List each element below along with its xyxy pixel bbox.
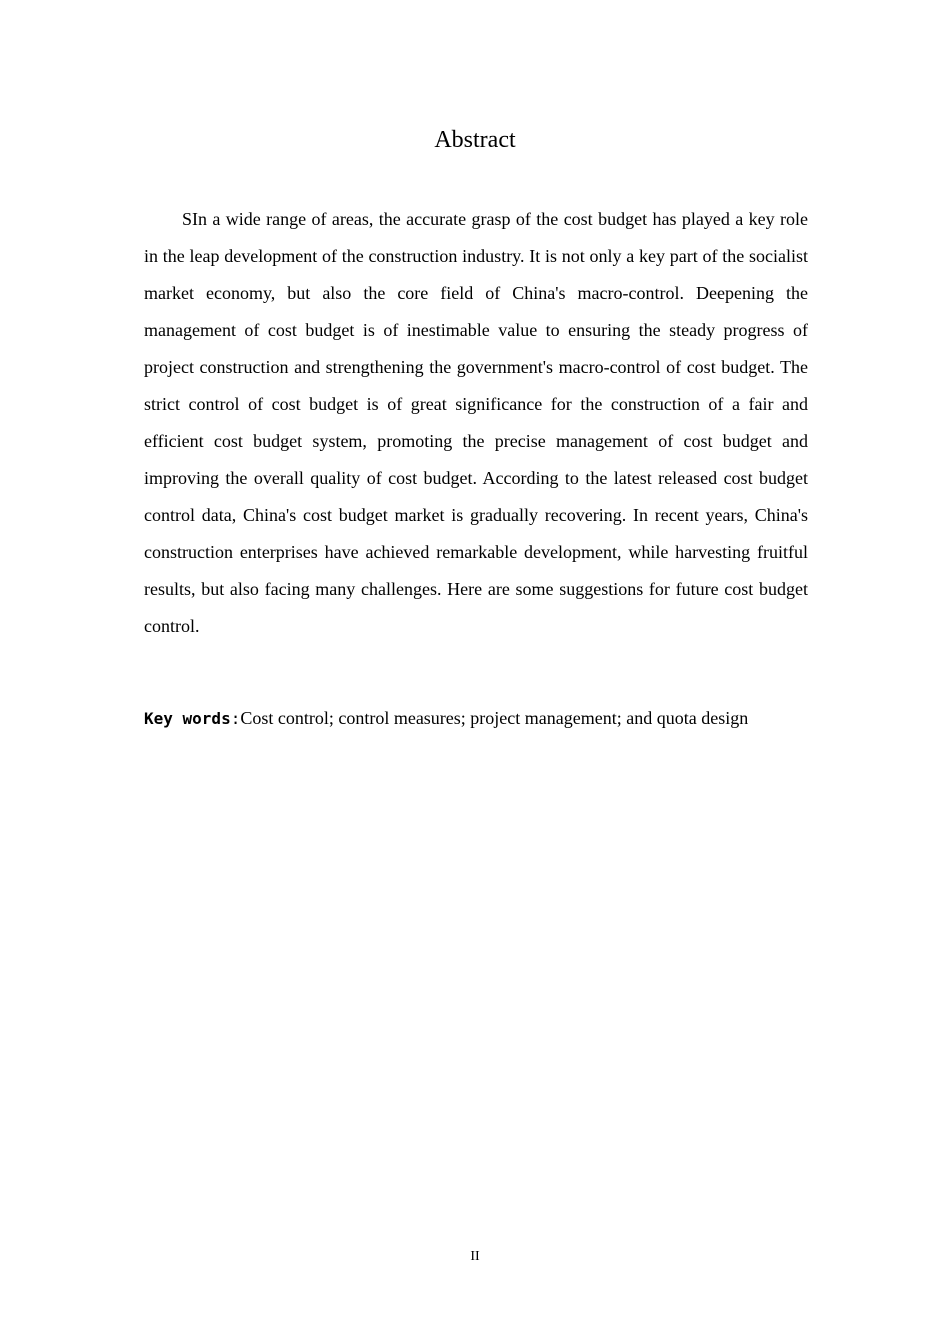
keywords-separator: : bbox=[230, 709, 241, 728]
keywords-label: Key words bbox=[144, 709, 231, 728]
abstract-paragraph: SIn a wide range of areas, the accurate grasp of the cost budget has played a key role in the leap development of the construction industry. It is not only a key part of the socialist market economy, but also the core field of China's macro-control. Deepening the management of cost budget is of inestimable value to ensuring the steady progress of project construction and strengthening the government's macro-control of cost budget. The strict control of cost budget is of great significance for the construction of a fair and efficient cost budget system, promoting the precise management of cost budget and improving the overall quality of cost budget. According to the latest released cost budget control data, China's cost budget market is gradually recovering. In recent years, China's construction enterprises have achieved remarkable development, while harvesting fruitful results, but also facing many challenges. Here are some suggestions for future cost budget control. bbox=[144, 209, 808, 636]
page-number: II bbox=[470, 1249, 480, 1264]
keywords-line bbox=[144, 700, 824, 737]
keywords-text: Cost control; control measures; project management; and quota design bbox=[240, 708, 749, 728]
page-title: Abstract bbox=[434, 127, 516, 153]
